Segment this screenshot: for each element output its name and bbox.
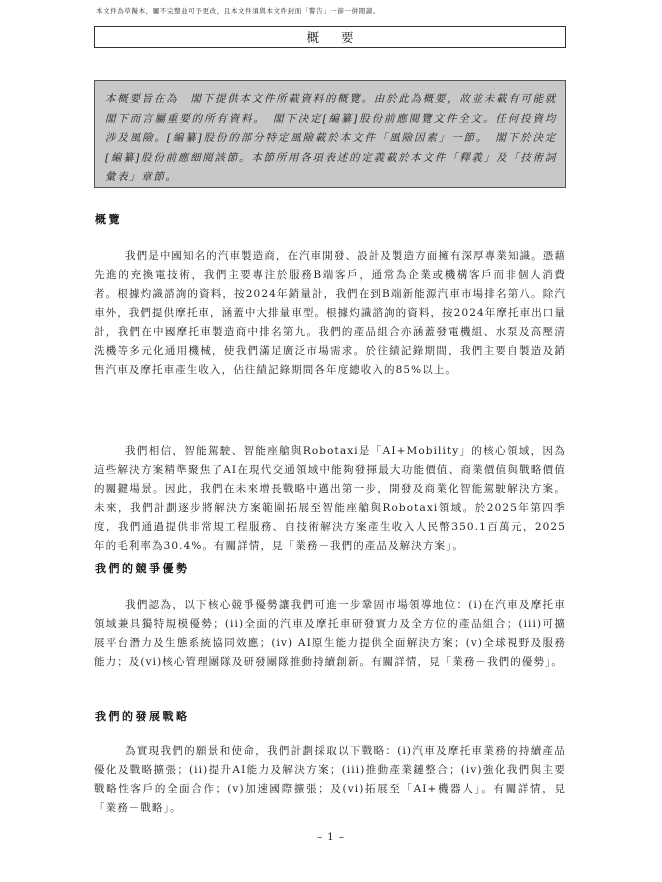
overview-paragraph-2: 我們相信，智能駕駛、智能座艙與Robotaxi是「AI+Mobility」的核心領域，因為這些解決方案精準聚焦了AI在現代交通領域中能夠發揮最大功能價值、商業價值與戰略價值的關鍵場景。因此，我們在未來增長戰略中邁出第一步，開發及商業化智能駕駛解決方案。未來，我們計劃逐步將解決方案範圍拓展至智能座艙與Robotaxi領域。於2025年第四季度，我們通過提供非常規工程服務、自技術解決方案產生收入人民幣350.1百萬元，2025年的毛利率為30.4%。有關詳情，見「業務－我們的產品及解決方案」。 [94,445,566,552]
development-strategy-paragraph: 為實現我們的願景和使命，我們計劃採取以下戰略：(i)汽車及摩托車業務的持續產品優化及戰略擴張；(ii)提升AI能力及解決方案；(iii)推動產業鏈整合；(iv)強化我們與主要戰略性客戶的全面合作；(v)加速國際擴張；及(vi)拓展至「AI+機器人」。有關詳情，見「業務－戰略」。 [94,745,566,814]
summary-title-box [94,26,566,48]
page-number: – 1 – [317,832,345,843]
section-heading-competitive-strengths: 我們的競爭優勢 [95,562,190,575]
page-title: 概要 [306,30,376,45]
section-heading-overview: 概覽 [95,213,122,226]
competitive-strengths-paragraph: 我們認為，以下核心競爭優勢讓我們可進一步鞏固市場領導地位：(i)在汽車及摩托車領域兼具獨特規模優勢；(ii)全面的汽車及摩托車研發實力及全方位的產品組合；(iii)可擴展平台潛力及生態系統協同效應；(iv) AI原生能力提供全面解決方案；(v)全球視野及服務能力；及(vi)核心管理團隊及研發團隊推動持續創新。有關詳情，見「業務－我們的優勢」。 [94,599,566,668]
overview-paragraph-1: 我們是中國知名的汽車製造商，在汽車開發、設計及製造方面擁有深厚專業知識。憑藉先進的充換電技術，我們主要專注於服務B端客戶，通常為企業或機構客戶而非個人消費者。根據灼識諮詢的資料，按2024年銷量計，我們在到B端新能源汽車市場排名第八。除汽車外，我們提供摩托車，涵蓋中大排量車型。根據灼識諮詢的資料，按2024年摩托車出口量計，我們在中國摩托車製造商中排名第九。我們的產品組合亦涵蓋發電機組、水泵及高壓清洗機等多元化通用機械，使我們滿足廣泛市場需求。於往績記錄期間，我們主要自製造及銷售汽車及摩托車產生收入，佔往績記錄期間各年度總收入的85%以上。 [94,250,566,376]
draft-warning-header: 本文件為草擬本，屬不完整並可予更改，且本文件須與本文件封面「警告」一節一併閱讀。 [96,7,380,15]
summary-disclaimer-box: 本概要旨在為 閣下提供本文件所載資料的概覽。由於此為概要，故並未載有可能就 閣下而言屬重要的所有資料。 閣下決定[編纂]股份前應閱覽文件全文。任何投資均涉及風險。[編纂]股份的部分特定風險載於本文件「風險因素」一節。 閣下於決定[編纂]股份前應細閱該節。本節所用各項表述的定義載於本文件「釋義」及「技術詞彙表」章節。 [94,80,566,188]
section-heading-development-strategy: 我們的發展戰略 [95,710,190,723]
